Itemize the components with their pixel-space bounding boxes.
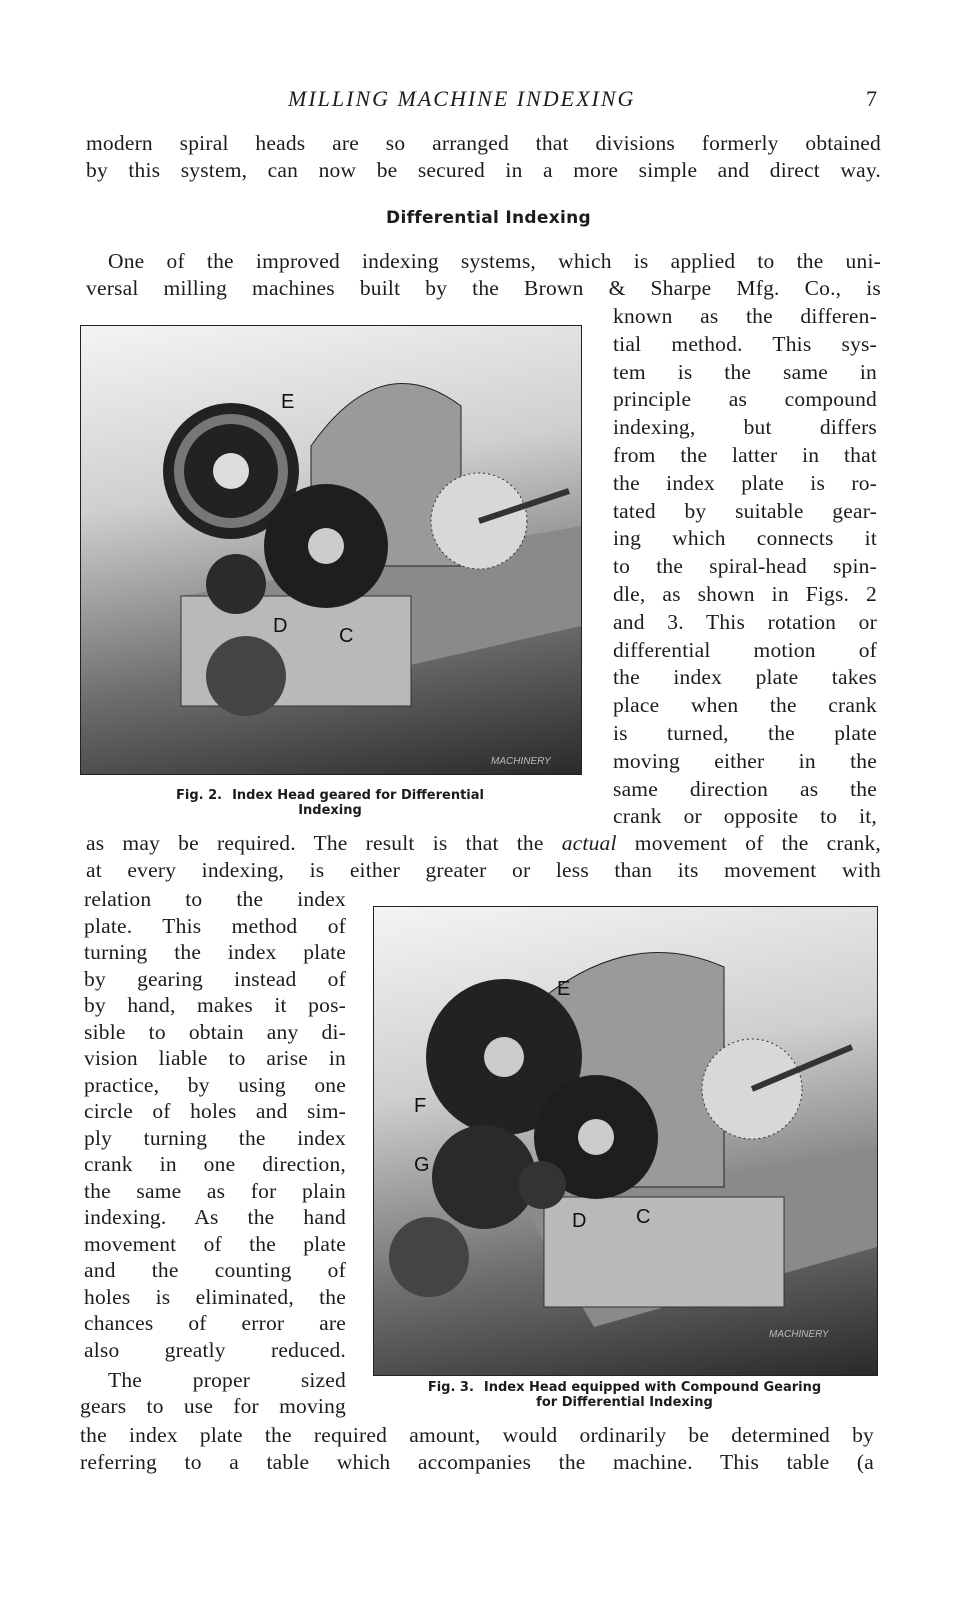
paragraph-line: The proper sized [108,1368,346,1392]
column-line: crank or opposite to it, [613,804,877,829]
figure-2-label-c: C [339,625,354,647]
column-line: the index plate is ro- [613,470,877,495]
column-line: vision liable to arise in [84,1046,346,1070]
handwheel [389,1217,469,1297]
figure-3-caption-line2: for Differential Indexing [536,1395,713,1410]
gear-e-hub [213,453,249,489]
text-run: as may be required. The result is that the [86,831,562,855]
text-run: movement of the crank, [616,831,881,855]
column-line: relation to the index [84,887,346,911]
column-line: known as the differen- [613,304,877,328]
handwheel [206,636,286,716]
page-number: 7 [866,86,877,111]
figure-2-label-e: E [281,391,295,413]
figure-3-watermark: MACHINERY [769,1329,829,1340]
column-line: chances of error are [84,1311,346,1335]
figure-3-number: Fig. 3. [427,1380,474,1395]
figure-3-caption-line1: Index Head equipped with Compound Gearing [483,1380,822,1395]
gear-c-hub [578,1119,614,1155]
figure-3-label-f: F [414,1095,427,1117]
intro-line: modern spiral heads are so arranged that divisions formerly obtained [86,131,881,155]
figure-3-label-e: E [557,978,571,1000]
index-head-illustration [81,326,581,774]
column-line: practice, by using one [84,1072,346,1097]
gear-d [206,554,266,614]
column-line: and the counting of [84,1258,346,1282]
column-line: by hand, makes it pos- [84,993,346,1017]
column-line: the index plate takes [613,665,877,690]
gear-c-hub [308,528,344,564]
column-line: principle as compound [613,387,877,412]
figure-2-watermark: MACHINERY [491,756,551,767]
paragraph-line: One of the improved indexing systems, which is applied to the uni- [108,249,881,273]
column-line: indexing, but differs [613,415,877,440]
column-line: and 3. This rotation or [613,609,877,634]
column-line: ing which connects it [613,526,877,551]
column-line: ply turning the index [84,1125,346,1150]
column-line: moving either in the [613,748,877,773]
column-line: holes is eliminated, the [84,1284,346,1309]
column-line: the same as for plain [84,1178,346,1203]
paragraph-line: versal milling machines built by the Brown & Sharpe Mfg. Co., is [86,276,881,300]
column-line: sible to obtain any di- [84,1019,346,1044]
column-line: crank in one direction, [84,1152,346,1176]
column-line: also greatly reduced. [84,1337,346,1362]
paragraph-line: the index plate the required amount, would ordinarily be determined by [80,1423,874,1447]
paragraph-line [86,830,881,857]
column-line: turning the index plate [84,940,346,964]
column-line: differential motion of [613,637,877,662]
column-line: tated by suitable gear- [613,498,877,523]
figure-2-caption-line2: Indexing [298,803,362,818]
column-line: movement of the plate [84,1231,346,1256]
column-line: place when the crank [613,693,877,718]
figure-3-label-c: C [636,1206,651,1228]
paragraph-line: at every indexing, is either greater or less than its movement with [86,858,881,882]
gear-d [518,1161,566,1209]
column-line: to the spiral-head spin- [613,554,877,579]
paragraph-line: gears to use for moving [80,1394,346,1418]
paragraph-line: referring to a table which accompanies the machine. This table (a [80,1450,874,1474]
intro-line: by this system, can now be secured in a more simple and direct way. [86,158,881,182]
figure-2-label-d: D [273,615,288,637]
column-line: indexing. As the hand [84,1205,346,1229]
column-line: from the latter in that [613,443,877,467]
emphasis-actual: actual [561,831,617,855]
figure-2-caption-line1: Index Head geared for Differential [232,788,484,803]
index-head-compound-illustration [374,907,877,1375]
figure-2-caption [80,788,580,818]
column-line: same direction as the [613,776,877,801]
column-line: tem is the same in [613,359,877,384]
figure-3-label-d: D [572,1210,587,1232]
running-head: MILLING MACHINE INDEXING [288,86,636,111]
section-heading: Differential Indexing [386,208,591,228]
column-line: plate. This method of [84,913,346,938]
column-line: tial method. This sys- [613,331,877,356]
gear-e-hub [484,1037,524,1077]
figure-3-photo [373,906,878,1376]
figure-3-label-g: G [414,1154,430,1176]
figure-3-caption [373,1380,876,1410]
column-line: by gearing instead of [84,966,346,991]
column-line: circle of holes and sim- [84,1099,346,1123]
column-line: dle, as shown in Figs. 2 [613,582,877,606]
figure-2-number: Fig. 2. [176,788,223,803]
figure-2-photo [80,325,582,775]
column-line: is turned, the plate [613,721,877,745]
